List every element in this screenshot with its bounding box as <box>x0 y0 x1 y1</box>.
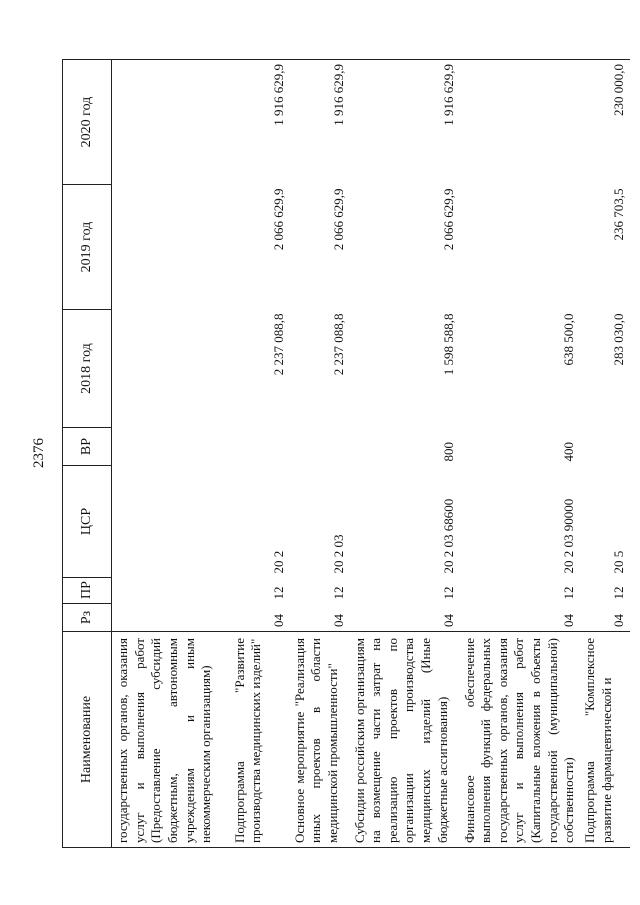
row-2018: 2 237 088,8 <box>330 313 346 376</box>
header-2020: 2020 год <box>63 60 112 185</box>
header-name: Наименование <box>63 632 112 848</box>
row-2018: 283 030,0 <box>611 313 627 366</box>
header-2018: 2018 год <box>63 310 112 428</box>
table-row <box>230 60 290 848</box>
row-pr: 12 <box>330 586 346 600</box>
row-2020 <box>112 60 230 185</box>
row-rz <box>112 604 230 632</box>
row-pr: 12 <box>561 586 577 600</box>
row-csr: 20 2 03 <box>330 534 346 574</box>
row-2019: 2 066 629,9 <box>270 188 286 251</box>
table-row <box>290 60 350 848</box>
row-csr <box>112 466 230 578</box>
row-2018: 2 237 088,8 <box>270 313 286 376</box>
row-pr: 12 <box>440 586 456 600</box>
row-vr <box>230 428 290 466</box>
row-2020: 1 916 629,9 <box>350 60 460 185</box>
header-rz: Рз <box>63 604 112 632</box>
table-row <box>350 60 460 848</box>
row-2020 <box>460 60 580 185</box>
row-rz: 04 <box>440 614 456 627</box>
row-rz: 04 <box>561 614 577 627</box>
row-vr <box>112 428 230 466</box>
row-name: Основное мероприятие "Реализация иных проектов в области медицинской промышленности" <box>290 632 350 848</box>
row-name: Подпрограмма "Комплексное развитие фармацевтической и <box>580 632 630 848</box>
row-vr: 400 <box>561 442 577 462</box>
header-csr: ЦСР <box>63 466 112 578</box>
table-row <box>460 60 580 848</box>
row-2019: 2 066 629,9 <box>440 188 456 251</box>
row-csr: 20 2 03 90000 <box>561 498 577 574</box>
row-rz: 04 <box>270 614 286 627</box>
row-vr <box>290 428 350 466</box>
row-2020: 1 916 629,9 <box>230 60 290 185</box>
row-2018: 1 598 588,8 <box>440 313 456 376</box>
table-header <box>63 60 112 848</box>
row-2019 <box>112 185 230 310</box>
row-csr: 20 5 <box>611 550 627 574</box>
row-pr <box>112 578 230 604</box>
row-2019: 2 066 629,9 <box>330 188 346 251</box>
row-rz: 04 <box>611 614 627 627</box>
row-2020: 230 000,0 <box>580 60 630 185</box>
table-row <box>580 60 630 848</box>
row-csr: 20 2 03 68600 <box>440 498 456 574</box>
row-pr: 12 <box>270 586 286 600</box>
row-pr: 12 <box>611 586 627 600</box>
budget-table <box>62 59 630 848</box>
header-pr: ПР <box>63 578 112 604</box>
row-2019: 236 703,5 <box>611 188 627 241</box>
page-number: 2376 <box>31 438 47 468</box>
table-row <box>112 60 230 848</box>
row-name: государственных органов, оказания услуг и выполнения работ (Предоставление субсидий бюджетным, автономным учреждениям и иным некоммерческим организациям) <box>112 632 230 848</box>
row-name: Субсидии российским организациям на возмещение части затрат на реализацию проектов по организации производства медицинских изделий (Иные бюджетные ассигнования) <box>350 632 460 848</box>
row-vr <box>580 428 630 466</box>
row-csr: 20 2 <box>270 550 286 574</box>
row-vr: 800 <box>440 442 456 462</box>
table-body <box>112 60 630 848</box>
header-vr: ВР <box>63 428 112 466</box>
row-rz: 04 <box>330 614 346 627</box>
row-2018 <box>112 310 230 428</box>
row-2019 <box>460 185 580 310</box>
header-2019: 2019 год <box>63 185 112 310</box>
row-name: Подпрограмма "Развитие производства медицинских изделий" <box>230 632 290 848</box>
row-2020: 1 916 629,9 <box>290 60 350 185</box>
row-name: Финансовое обеспечение выполнения функций федеральных государственных органов, оказания услуг и выполнения работ (Капитальные вложения в объекты государственной (муниципальной) собственности) <box>460 632 580 848</box>
row-2018: 638 500,0 <box>561 313 577 366</box>
